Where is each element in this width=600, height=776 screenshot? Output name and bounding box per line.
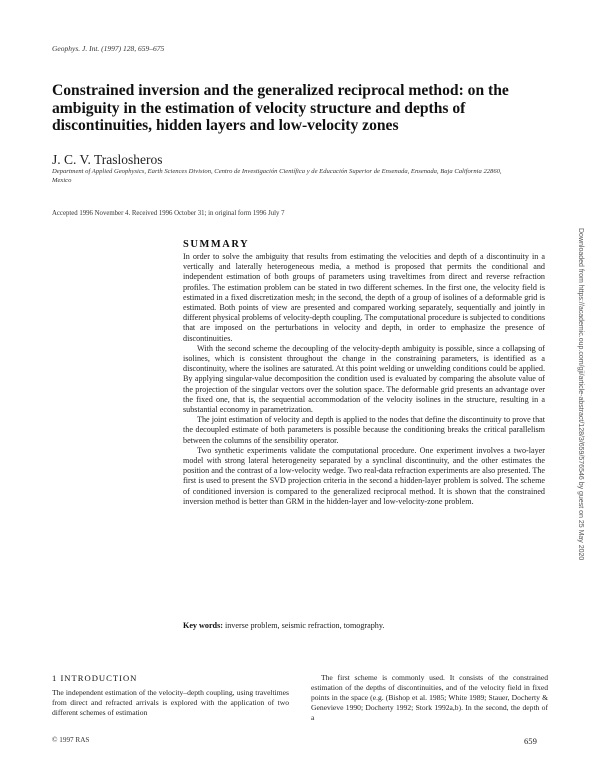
abstract-paragraph: The joint estimation of velocity and depth is applied to the nodes that define the discontinuity to prove that the decoupled estimate of both parameters is possible because the conditioning breaks the critical parallelism between the columns of the sensibility operator. [183, 415, 545, 445]
copyright-notice: © 1997 RAS [52, 736, 90, 744]
abstract-body [183, 252, 545, 507]
article-title: Constrained inversion and the generalized reciprocal method: on the ambiguity in the estimation of velocity structure and depths of discontinuities, hidden layers and low-velocity zones [52, 82, 509, 134]
journal-citation: Geophys. J. Int. (1997) 128, 659–675 [52, 44, 165, 53]
author-affiliation: Department of Applied Geophysics, Earth Sciences Division, Centro de Investigación Científica y de Educación Superior de Ensenada, Ensenada, Baja California 22860, Mexico [52, 168, 502, 185]
body-paragraph: The independent estimation of the velocity–depth coupling, using traveltimes from direct and refracted arrivals is explored with the application of two different schemes of estimation [52, 688, 289, 717]
author-name: J. C. V. Traslosheros [52, 152, 163, 167]
page-number: 659 [524, 736, 537, 746]
abstract-paragraph: With the second scheme the decoupling of the velocity-depth ambiguity is possible, since a collapsing of isolines, which is consistent throughout the change in the constraining parameters, is identified as a discontinuity, where the isolines are saturated. At this point welding or unwelding conditions could be applied. By applying singular-value decomposition the condition used is evaluated by comparing the absolute value of the projection of the singular vectors over the solution space. The deformable grid presents an advantage over the fixed one, that is, the sequential accommodation of the velocity isolines in the structure, resulting in a substantial economy in parametrization. [183, 343, 545, 415]
download-watermark-text[interactable]: Downloaded from https://academic.oup.com/gji/article-abstract/128/3/659/576546 by guest on 25 May 2020 [577, 228, 584, 561]
summary-heading: SUMMARY [183, 239, 250, 250]
received-dates: Accepted 1996 November 4. Received 1996 October 31; in original form 1996 July 7 [52, 210, 285, 217]
abstract-paragraph: In order to solve the ambiguity that results from estimating the velocities and depth of a discontinuity in a vertically and laterally heterogeneous media, a method is proposed that permits the conditional and independent estimation of both groups of parameters using traveltimes from direct and reverse refraction profiles. The estimation problem can be stated in two different schemes. In the first one, the velocity field is estimated in a fixed discretization mesh; in the second, the depth of a group of isolines of a deformable grid is estimated. Both points of view are presented and compared working separately, sequentially and jointly in different physical problems of velocity-depth coupling. The computational procedure is subjected to conditions that are imposed on the perturbations in velocity and depth, in order to emphasize the presence of discontinuities. [183, 252, 545, 343]
keywords-line [183, 621, 545, 630]
body-column-left [52, 688, 289, 718]
section-heading: 1 INTRODUCTION [52, 673, 138, 683]
keywords-label: Key words: [183, 621, 223, 630]
body-column-right [311, 673, 548, 723]
body-paragraph: The first scheme is commonly used. It consists of the constrained estimation of the depths of discontinuities, and of the velocity field in fixed points in the space (e.g. (Bishop et al. 1985; White 1989; Stauer, Docherty & Genevieve 1990; Docherty 1992; Stork 1992a,b). In the second, the depth of a [311, 673, 548, 722]
abstract-paragraph: Two synthetic experiments validate the computational procedure. One experiment involves a two-layer model with strong lateral heterogeneity separated by a synclinal discontinuity, and the other estimates the position and the contrast of a low-velocity wedge. Two real-data refraction experiments are also presented. The first is used to present the SVD projection criteria in the second a hidden-layer problem is solved. The scheme of conditioned inversion is compared to the generalized reciprocal method. It is shown that the constrained inversion method is better than GRM in the hidden-layer and low-velocity-zone problem. [183, 445, 545, 506]
keywords-list: inverse problem, seismic refraction, tomography. [224, 621, 385, 630]
download-watermark [574, 228, 586, 748]
